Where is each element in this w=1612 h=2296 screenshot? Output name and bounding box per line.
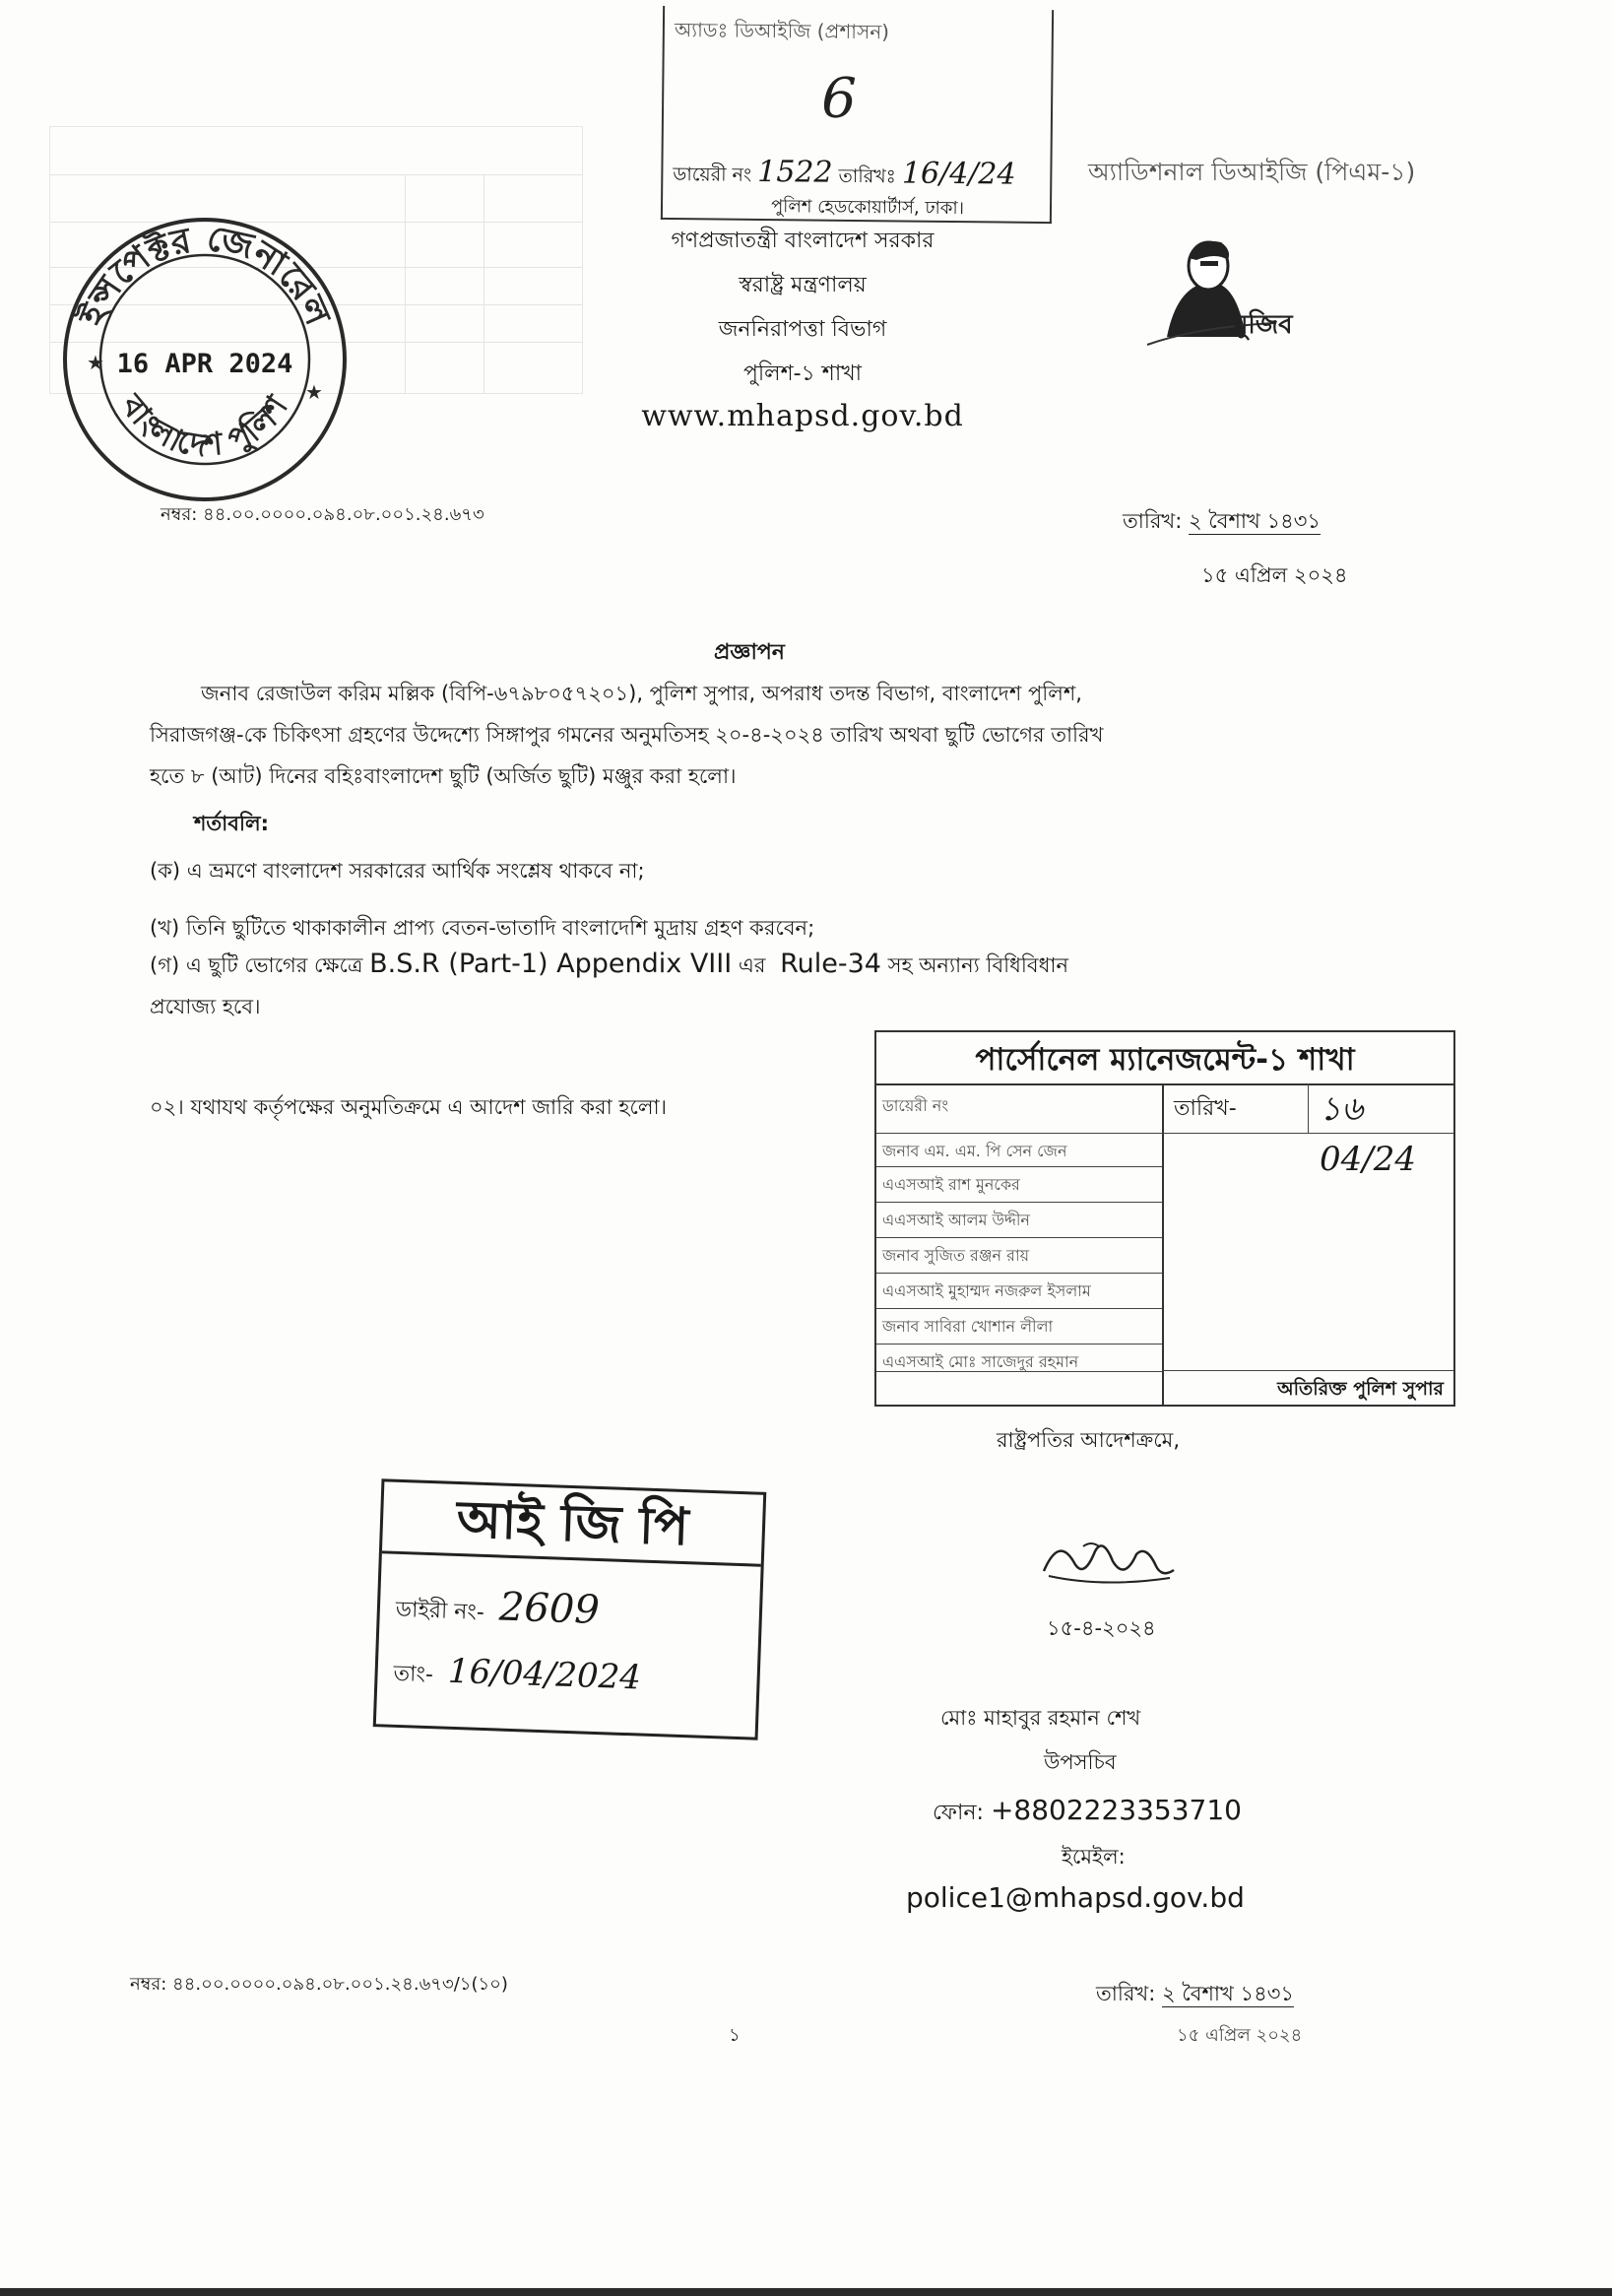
condition-g-rule: B.S.R (Part-1) Appendix VIII xyxy=(369,949,733,979)
memo-date-label: তারিখ: xyxy=(1123,509,1183,533)
mgmt-box-title: পার্সোনেল ম্যানেজমেন্ট-১ শাখা xyxy=(876,1032,1453,1085)
diary-date-label: তারিখঃ xyxy=(838,164,896,188)
igp-date: 16/04/2024 xyxy=(447,1651,642,1698)
condition-g-rule2: Rule-34 xyxy=(780,949,881,979)
page-number: ১ xyxy=(729,2025,741,2046)
igp-diary-label: ডাইরী নং- xyxy=(395,1597,485,1625)
memo-date-english: ১৫ এপ্রিল ২০২৪ xyxy=(1201,563,1348,587)
diary-number: 1522 xyxy=(757,154,833,190)
notice-body-line: সিরাজগঞ্জ-কে চিকিৎসা গ্রহণের উদ্দেশ্যে সিঙ্গাপুর গমনের অনুমতিসহ ২০-৪-২০২৪ তারিখ অথবা ছুটি ভোগের তারিখ xyxy=(150,723,1104,747)
memo-number: নম্বর: ৪৪.০০.০০০০.০৯৪.০৮.০০১.২৪.৬৭৩ xyxy=(161,504,484,525)
igp-diary-row xyxy=(395,1581,600,1636)
email-address: police1@mhapsd.gov.bd xyxy=(906,1881,1245,1914)
footer-date-english-cut: ১৫ এপ্রিল ২০২৪ xyxy=(1177,2025,1303,2046)
footer-date-bangla: ২ বৈশাখ ১৪৩১ xyxy=(1161,1982,1294,2005)
diary-stamp-office: পুলিশ হেডকোয়ার্টার্স, ঢাকা। xyxy=(770,196,965,220)
condition-g-mid: এর xyxy=(738,953,766,977)
ministry-website: www.mhapsd.gov.bd xyxy=(641,399,964,433)
mgmt-entry: এএসআই মুহাম্মদ নজরুল ইসলাম xyxy=(882,1281,1091,1300)
mgmt-entry: জনাব সাবিরা খোশান লীলা xyxy=(882,1317,1054,1336)
mgmt-signature-label: অতিরিক্ত পুলিশ সুপার xyxy=(1277,1378,1444,1400)
condition-item: (ক) এ ভ্রমণে বাংলাদেশ সরকারের আর্থিক সংশ্লেষ থাকবে না; xyxy=(150,859,645,883)
gov-line: জননিরাপত্তা বিভাগ xyxy=(718,317,887,342)
notice-body-line: হতে ৮ (আট) দিনের বহিঃবাংলাদেশ ছুটি (অর্জিত ছুটি) মঞ্জুর করা হলো। xyxy=(150,764,737,788)
signatory-designation: উপসচিব xyxy=(1044,1750,1117,1774)
condition-item-g xyxy=(150,949,1068,984)
mgmt-entry: এএসআই আলম উদ্দীন xyxy=(882,1211,1030,1229)
memo-date-row xyxy=(1123,505,1321,538)
mgmt-date-label: তারিখ- xyxy=(1174,1096,1237,1121)
igp-stamp-title: আই জি পি xyxy=(382,1481,763,1566)
condition-g-prefix: (গ) এ ছুটি ভোগের ক্ষেত্রে xyxy=(150,953,363,977)
conditions-title: শর্তাবলি: xyxy=(194,812,270,835)
round-stamp-date: 16 APR 2024 xyxy=(116,349,293,379)
mgmt-entry: এএসআই মোঃ সাজেদুর রহমান xyxy=(882,1352,1079,1371)
memo-date-bangla: ২ বৈশাখ ১৪৩১ xyxy=(1188,509,1321,533)
igp-date-label: তাং- xyxy=(393,1661,434,1688)
inspector-general-round-stamp xyxy=(57,212,353,507)
government-header xyxy=(591,219,1014,396)
mujib-logo-text: মুজিব xyxy=(1234,310,1293,340)
mgmt-entry: জনাব এম. এম. পি সেন জেন xyxy=(882,1142,1067,1160)
mgmt-diary-label: ডায়েরী নং xyxy=(882,1096,949,1115)
igp-diary-number: 2609 xyxy=(498,1584,601,1634)
hq-diary-stamp xyxy=(661,6,1054,224)
round-stamp-bottom-text: বাংলাদেশ পুলিশ xyxy=(113,387,295,465)
point-02: ০২। যথাযথ কর্তৃপক্ষের অনুমতিক্রমে এ আদেশ জারি করা হলো। xyxy=(150,1095,668,1119)
gov-line: পুলিশ-১ শাখা xyxy=(742,361,863,386)
igp-diary-stamp xyxy=(373,1478,767,1739)
notice-body-line: জনাব রেজাউল করিম মল্লিক (বিপি-৬৭৯৮০৫৭২০১), পুলিশ সুপার, অপরাধ তদন্ত বিভাগ, বাংলাদেশ পুলিশ, xyxy=(201,682,1082,705)
gov-line: স্বরাষ্ট্র মন্ত্রণালয় xyxy=(739,273,867,297)
addl-dig-label: অ্যাডিশনাল ডিআইজি (পিএম-১) xyxy=(1088,158,1416,186)
notice-body xyxy=(150,673,1430,797)
footer-date-row xyxy=(1096,1978,1294,2010)
diary-stamp-handwritten-number: 6 xyxy=(820,66,858,131)
phone-row xyxy=(933,1794,1242,1832)
footer-date-label: তারিখ: xyxy=(1096,1982,1156,2005)
diary-stamp-row xyxy=(673,154,1016,196)
gov-line: গণপ্রজাতন্ত্রী বাংলাদেশ সরকার xyxy=(671,229,935,253)
mgmt-date-row xyxy=(1162,1083,1453,1179)
scan-edge xyxy=(0,2288,1612,2296)
personnel-management-box xyxy=(874,1030,1455,1407)
mujib-portrait-logo xyxy=(1137,229,1315,357)
phone-label: ফোন: xyxy=(933,1801,984,1825)
mgmt-entry: এএসআই রাশ মুনকের xyxy=(882,1175,1020,1194)
mgmt-entry: জনাব সুজিত রঞ্জন রায় xyxy=(882,1246,1030,1265)
condition-g-line2: প্রযোজ্য হবে। xyxy=(150,995,261,1018)
round-stamp-top-text: ইন্সপেক্টর জেনারেল xyxy=(71,218,339,332)
signature-scribble xyxy=(1034,1527,1182,1596)
condition-g-suffix: সহ অন্যান্য বিধিবিধান xyxy=(887,953,1069,977)
diary-stamp-top-text: অ্যাডঃ ডিআইজি (প্রশাসন) xyxy=(674,18,890,44)
signature-date: ১৫-৪-২০২৪ xyxy=(1047,1616,1156,1640)
mgmt-sign-row xyxy=(1162,1370,1453,1405)
notice-title: প্রজ্ঞাপন xyxy=(714,640,785,665)
diary-label: ডায়েরী নং xyxy=(673,164,752,186)
mgmt-date-handwritten: ১৬ 04/24 xyxy=(1320,1089,1416,1179)
star-icon: ★ xyxy=(87,351,104,374)
president-order-line: রাষ্ট্রপতির আদেশক্রমে, xyxy=(997,1428,1180,1452)
footer-memo-number: নম্বর: ৪৪.০০.০০০০.০৯৪.০৮.০০১.২৪.৬৭৩/১(১০) xyxy=(130,1974,508,1995)
email-label: ইমেইল: xyxy=(1062,1845,1126,1869)
star-icon: ★ xyxy=(305,380,323,404)
diary-date: 16/4/24 xyxy=(901,156,1016,192)
phone-number: +8802223353710 xyxy=(990,1794,1242,1826)
condition-item: (খ) তিনি ছুটিতে থাকাকালীন প্রাপ্য বেতন-ভাতাদি বাংলাদেশি মুদ্রায় গ্রহণ করবেন; xyxy=(150,916,815,940)
igp-date-row xyxy=(393,1650,642,1702)
signatory-name: মোঃ মাহাবুর রহমান শেখ xyxy=(940,1706,1141,1730)
